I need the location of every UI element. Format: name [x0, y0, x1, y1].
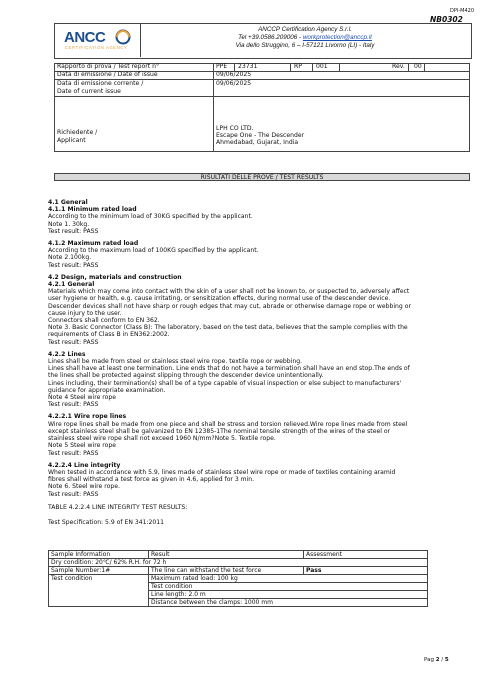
info-table: [54, 63, 470, 152]
header-result: Result: [149, 551, 304, 559]
text-line: stainless steel wire rope shall not exceed 1960 N/mm?Note 5. Textile rope.: [48, 435, 276, 443]
text-line: requirements of Class B in EN362:2002.: [48, 331, 170, 339]
text-line: Test result: PASS: [48, 490, 99, 498]
header-assessment: Assessment: [304, 551, 428, 559]
svg-text:ANCC: ANCC: [64, 29, 106, 46]
agency-contacts: [145, 34, 465, 41]
rp-number: 001: [316, 63, 328, 70]
applicant-label-2: Applicant: [57, 137, 86, 144]
ppe-label: PPE: [216, 63, 228, 70]
text-line: Wire rope lines shall be made from one piece and shall be stress and torsion relieved.Wire rope lines made from steel: [48, 420, 408, 428]
line-length: Line length: 2.0 m: [149, 591, 428, 599]
heading-4-2-2: 4.2.2 Lines: [48, 350, 86, 358]
agency-tel: Tel +39.0586.209006 -: [238, 34, 303, 41]
line-integrity-table: [48, 550, 428, 607]
table-row: [49, 575, 428, 583]
text-line: Note 5 Steel wire rope: [48, 442, 117, 450]
issue-date: 09/06/2025: [216, 71, 252, 78]
svg-text:CERTIFICATION AGENCY: CERTIFICATION AGENCY: [65, 45, 128, 50]
current-issue-date: 09/06/2025: [216, 80, 252, 87]
heading-4-2-1: 4.2.1 General: [48, 281, 95, 289]
document-code: DPI-M420: [450, 8, 475, 14]
section-title: RISULTATI DELLE PROVE / TEST RESULTS: [54, 173, 470, 181]
assessment-pass: Pass: [304, 567, 428, 575]
page-number: Pag 2 / 5: [424, 657, 449, 663]
text-line: Materials which may come into contact with the skin of a user shall not be known to, or suspected to, adversely affect: [48, 288, 410, 296]
text-line: cause injury to the user.: [48, 309, 122, 317]
text-line: Connectors shall conform to EN 362.: [48, 317, 160, 325]
text-line: Test result: PASS: [48, 449, 99, 457]
test-condition-sub: Test condition: [149, 583, 428, 591]
header-sample-info: Sample Information: [49, 551, 149, 559]
issue-date-label: Data di emissione / Date of issue: [57, 71, 158, 78]
text-line: According to the maximum load of 100KG specified by the applicant.: [48, 247, 259, 255]
text-line: Test result: PASS: [48, 261, 99, 269]
text-line: Descender devices shall not have sharp or rough edges that may cut, abrade or otherwise damage rope or webbing or: [48, 302, 411, 310]
rev-label: Rev.: [392, 63, 405, 70]
test-specification: Test Specification: 5.9 of EN 341:2011: [48, 518, 165, 526]
current-issue-label-2: Date of current issue: [57, 88, 121, 95]
table-row: [49, 551, 428, 559]
test-condition-label: Test condition: [49, 575, 149, 607]
text-line: Test result: PASS: [48, 227, 99, 235]
result-withstand: The line can withstand the test force: [149, 567, 304, 575]
report-number-label: Rapporto di prova / Test report n°: [57, 63, 159, 70]
heading-4-1-1: 4.1.1 Minimum rated load: [48, 206, 137, 214]
text-line: Note 4 Steel wire rope: [48, 394, 117, 402]
applicant-address: Ahmedabad, Gujarat, India: [216, 139, 299, 146]
text-line: Note 1. 30kg.: [48, 220, 90, 228]
text-line: Lines shall be made from steel or stainless steel wire rope. textile rope or webbing.: [48, 358, 303, 366]
applicant-name: LPH CO LTD.: [216, 125, 254, 132]
rp-label: RP: [294, 63, 302, 70]
report-body: [48, 199, 478, 526]
text-line: Test result: PASS: [48, 401, 99, 409]
text-line: Test result: PASS: [48, 338, 99, 346]
dry-condition: Dry condition: 20℃/ 62% R.H. for 72 h: [49, 559, 428, 567]
ppe-number: 23731: [238, 63, 258, 70]
heading-4-2-2-1: 4.2.2.1 Wire rope lines: [48, 413, 127, 421]
text-line: Lines shall have at least one termination. Line ends that do not have a termination shall have an end stop.The ends of: [48, 365, 410, 373]
applicant-label-1: Richiedente /: [57, 129, 98, 136]
agency-name: ANCCP Certification Agency S.r.l.: [258, 26, 352, 33]
agency-address: Via dello Struggino, 6 – I-57121 Livorno (LI) - Italy: [235, 42, 375, 49]
clamp-distance: Distance between the clamps: 1000 mm: [149, 599, 428, 607]
report-id: NB0302: [430, 15, 463, 24]
header-divider: [140, 23, 141, 57]
applicant-product: Escape One - The Descender: [216, 132, 305, 139]
heading-4-2-2-4: 4.2.2.4 Line integrity: [48, 461, 121, 469]
text-line: user hygiene or health, e.g. cause irritating, or sensitization effects, during normal use of the descender device.: [48, 295, 391, 303]
table-row: [49, 559, 428, 567]
heading-4-2: 4.2 Design, materials and construction: [48, 273, 182, 281]
text-line: According to the minimum load of 30KG specified by the applicant.: [48, 213, 253, 221]
max-rated-load: Maximum rated load: 100 kg: [149, 575, 428, 583]
text-line: the lines shall be protected against slipping through the descender device unintentionally.: [48, 372, 324, 380]
text-line: except stainless steel shall be galvanized to EN 12385-1The nominal tensile strength of the wires of the steel or: [48, 427, 391, 435]
text-line: Note 3. Basic Connector (Class B): The laboratory, based on the test data, believes that the sample complies with the: [48, 324, 408, 332]
table-row: [49, 567, 428, 575]
text-line: Note 6. Steel wire rope.: [48, 483, 120, 491]
text-line: When tested in accordance with 5.9, lines made of stainless steel wire rope or made of textiles containing aramid: [48, 468, 396, 476]
text-line: Note 2.100kg.: [48, 254, 92, 262]
heading-4-1-2: 4.1.2 Maximum rated load: [48, 240, 139, 248]
current-issue-label-1: Data di emissione corrente /: [57, 80, 144, 87]
text-line: Lines including, their termination(s) shall be of a type capable of visual inspection or else subject to manufacturers': [48, 379, 402, 387]
agency-email-link[interactable]: workprotection@anccp.it: [302, 34, 372, 41]
rev-number: 00: [414, 63, 422, 70]
text-line: fibres shall withstand a test force as given in 4.6, applied for 3 min.: [48, 476, 255, 484]
anccp-logo: [62, 28, 136, 52]
sample-number: Sample Number:1#: [49, 567, 149, 575]
text-line: guidance for appropriate examination.: [48, 386, 166, 394]
heading-4-1: 4.1 General: [48, 199, 88, 206]
table-caption: TABLE 4.2.2.4 LINE INTEGRITY TEST RESULTS:: [48, 503, 188, 511]
